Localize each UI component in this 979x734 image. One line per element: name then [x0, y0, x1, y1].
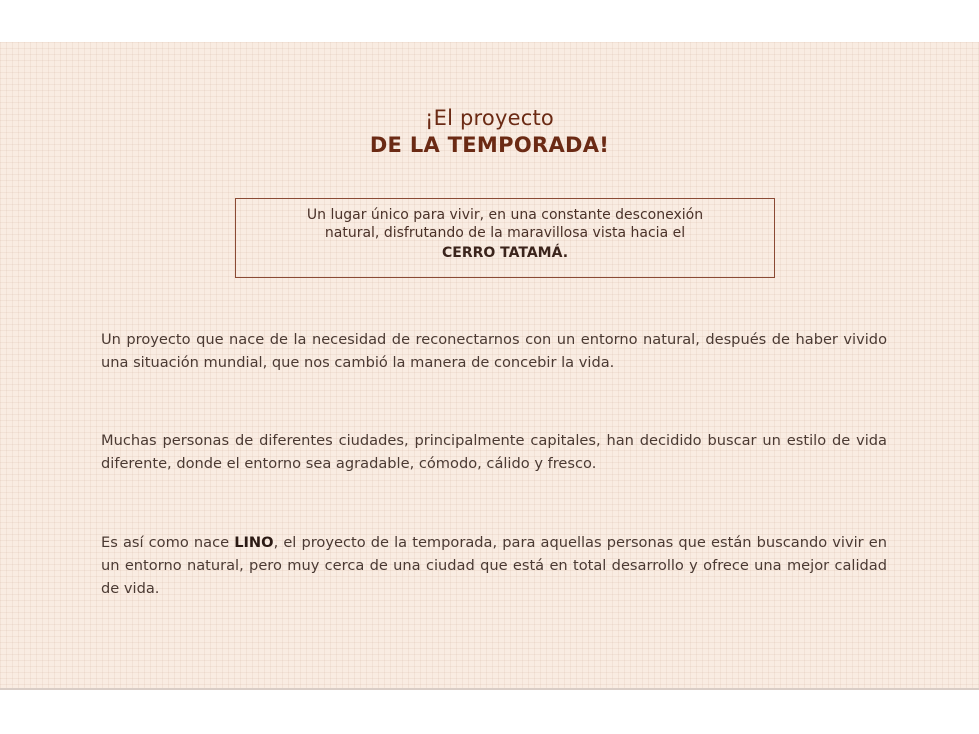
- paragraph-3-after: , el proyecto de la temporada, para aquellas personas que están buscando vivir en un entorno natural, pero muy cerca de una ciudad que está en total desarrollo y ofrece una mejor calidad de vida.: [101, 534, 887, 597]
- section-heading-title: DE LA TEMPORADA!: [369, 133, 610, 157]
- paragraph-1: Un proyecto que nace de la necesidad de reconectarnos con un entorno natural, después de haber vivido una situación mundial, que nos cambió la manera de concebir la vida.: [101, 331, 887, 371]
- paragraph-2: Muchas personas de diferentes ciudades, principalmente capitales, han decidido buscar un estilo de vida diferente, donde el entorno sea agradable, cómodo, cálido y fresco.: [101, 432, 887, 472]
- paragraph-3-before: Es así como nace: [101, 534, 235, 551]
- highlight-line-3: CERRO TATAMÁ.: [441, 245, 569, 261]
- paragraph-3-brand: LINO: [234, 534, 274, 551]
- highlight-box: [235, 198, 775, 278]
- highlight-line-2: natural, disfrutando de la maravillosa vista hacia el: [324, 225, 686, 241]
- section-heading-intro: ¡El proyecto: [425, 106, 554, 130]
- project-section: [0, 42, 979, 690]
- paragraph-3: [101, 531, 887, 600]
- highlight-line-1: Un lugar único para vivir, en una constante desconexión: [306, 207, 704, 223]
